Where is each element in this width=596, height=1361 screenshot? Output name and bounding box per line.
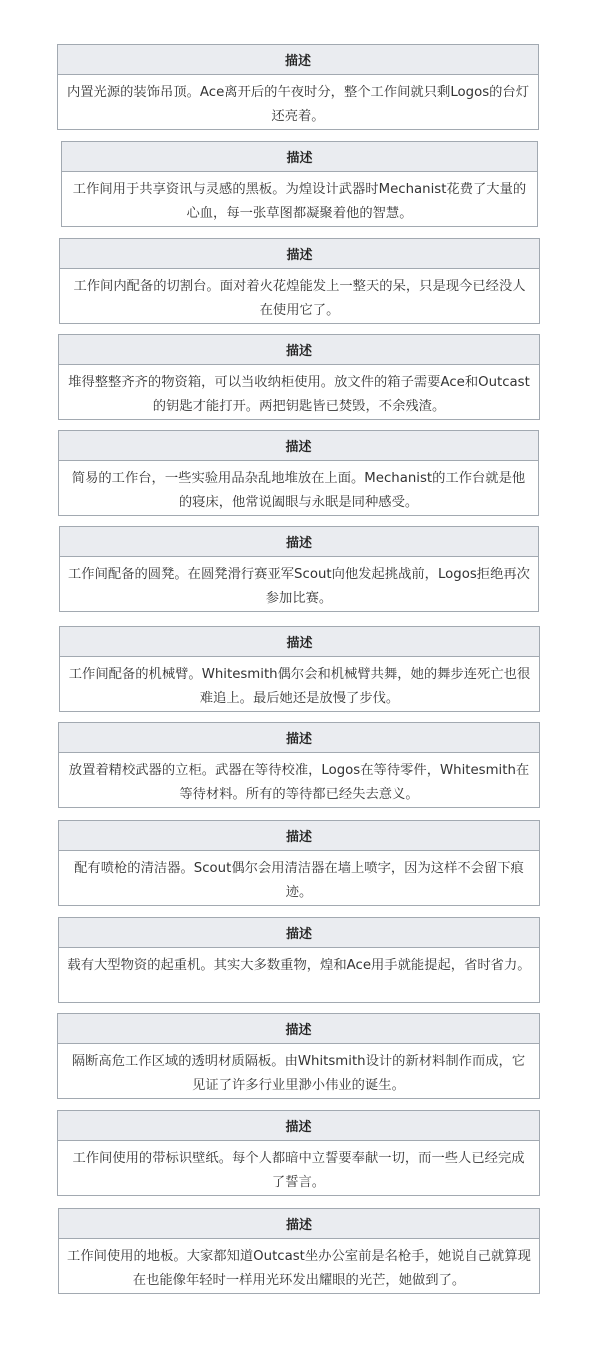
- description-header: 描述: [58, 1014, 539, 1044]
- description-table: [58, 334, 540, 420]
- description-header: 描述: [59, 723, 539, 753]
- description-table: [58, 722, 540, 808]
- description-text: 放置着精校武器的立柜。武器在等待校准，Logos在等待零件，Whitesmith在等待材料。所有的等待都已经失去意义。: [68, 763, 530, 802]
- description-text: 内置光源的装饰吊顶。Ace离开后的午夜时分，整个工作间就只剩Logos的台灯还亮着。: [66, 85, 530, 124]
- description-text: 堆得整整齐齐的物资箱，可以当收纳柜使用。放文件的箱子需要Ace和Outcast的钥匙才能打开。两把钥匙皆已焚毁，不余残渣。: [68, 375, 530, 414]
- description-table: [58, 917, 540, 1003]
- description-text: 工作间内配备的切割台。面对着火花煌能发上一整天的呆，只是现今已经没人在使用它了。: [73, 279, 526, 318]
- description-header: 描述: [59, 918, 539, 948]
- description-table: [61, 141, 538, 227]
- description-header: 描述: [59, 431, 538, 461]
- description-table: [59, 526, 539, 612]
- description-text: 隔断高危工作区域的透明材质隔板。由Whitsmith设计的新材料制作而成，它见证了许多行业里渺小伟业的诞生。: [71, 1054, 526, 1093]
- description-header: 描述: [60, 627, 539, 657]
- description-text: 工作间使用的带标识壁纸。每个人都暗中立誓要奉献一切，而一些人已经完成了誓言。: [72, 1151, 525, 1190]
- description-header: 描述: [58, 45, 538, 75]
- description-table: [58, 1208, 540, 1294]
- description-text: 工作间配备的机械臂。Whitesmith偶尔会和机械臂共舞，她的舞步连死亡也很难追上。最后她还是放慢了步伐。: [68, 667, 531, 706]
- description-header: 描述: [60, 239, 539, 269]
- description-text: 配有喷枪的清洁器。Scout偶尔会用清洁器在墙上喷字，因为这样不会留下痕迹。: [74, 861, 524, 900]
- description-header: 描述: [59, 1209, 539, 1239]
- description-text: 工作间配备的圆凳。在圆凳滑行赛亚军Scout向他发起挑战前，Logos拒绝再次参加比赛。: [68, 567, 530, 606]
- description-table: [57, 1110, 540, 1196]
- description-header: 描述: [60, 527, 538, 557]
- description-table: [59, 238, 540, 324]
- description-table: [58, 430, 539, 516]
- description-text: 工作间使用的地板。大家都知道Outcast坐办公室前是名枪手，她说自己就算现在也能像年轻时一样用光环发出耀眼的光芒，她做到了。: [67, 1249, 531, 1288]
- description-header: 描述: [59, 821, 539, 851]
- description-text: 载有大型物资的起重机。其实大多数重物，煌和Ace用手就能提起，省时省力。: [67, 958, 531, 973]
- description-header: 描述: [59, 335, 539, 365]
- description-table: [57, 44, 539, 130]
- description-text: 简易的工作台，一些实验用品杂乱地堆放在上面。Mechanist的工作台就是他的寝床，他常说阖眼与永眠是同种感受。: [71, 471, 526, 510]
- description-table: [59, 626, 540, 712]
- description-table: [57, 1013, 540, 1099]
- description-header: 描述: [62, 142, 537, 172]
- description-header: 描述: [58, 1111, 539, 1141]
- description-text: 工作间用于共享资讯与灵感的黑板。为煌设计武器时Mechanist花费了大量的心血，每一张草图都凝聚着他的智慧。: [72, 182, 527, 221]
- description-table: [58, 820, 540, 906]
